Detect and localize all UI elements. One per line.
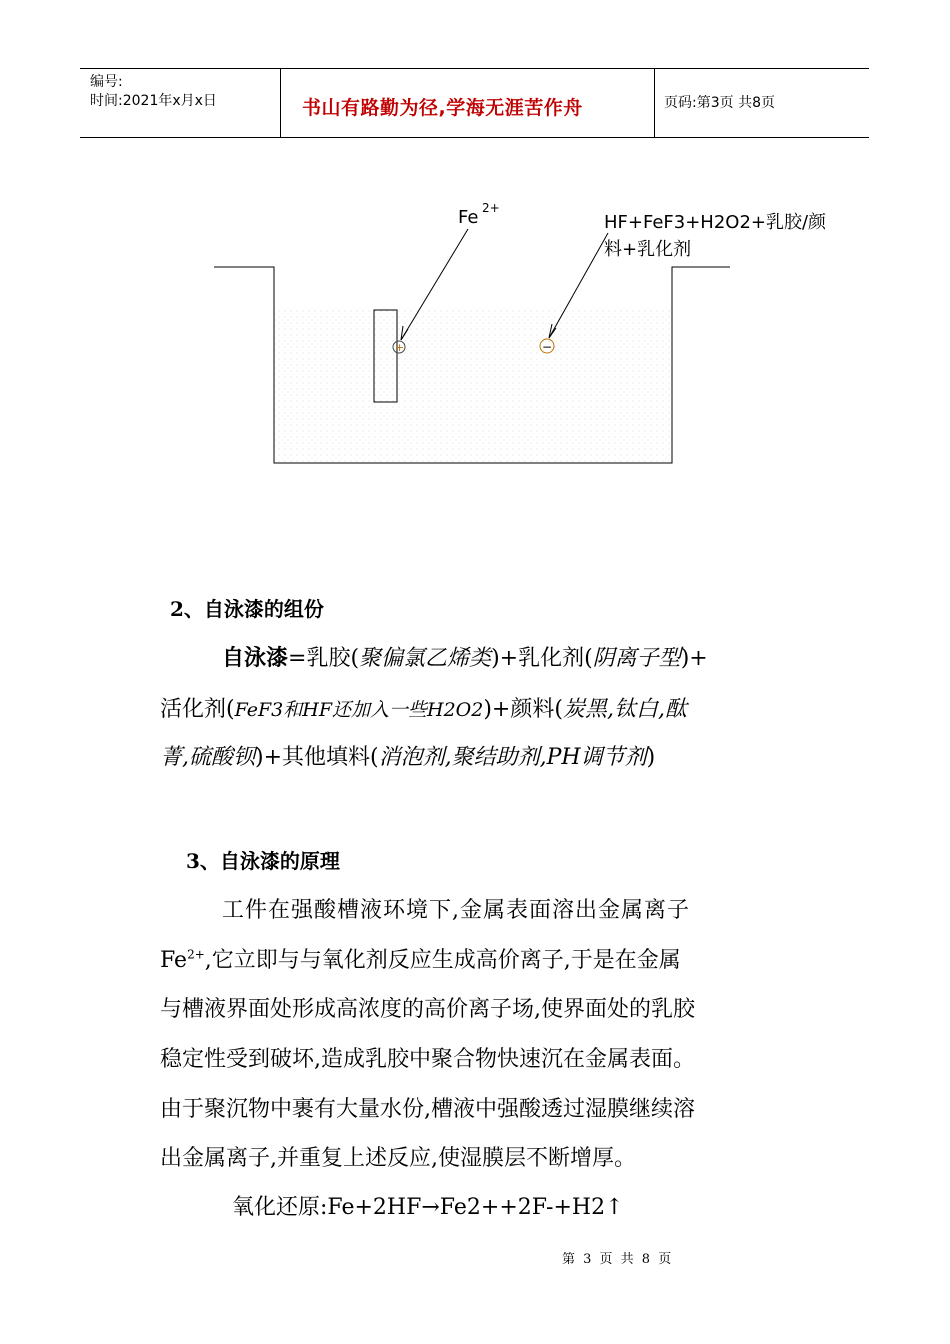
header-motto-cell bbox=[280, 69, 655, 137]
label-fe-sup: 2+ bbox=[482, 201, 500, 215]
number-label: 编号: bbox=[90, 74, 123, 90]
bath-liquid bbox=[274, 308, 672, 463]
cathode-sign: − bbox=[542, 340, 553, 354]
section3-line4: 稳定性受到破坏,造成乳胶中聚合物快速沉在金属表面。 bbox=[160, 1047, 695, 1072]
redox-equation: 氧化还原:Fe+2HF→Fe2++2F-+H2↑ bbox=[232, 1195, 624, 1220]
time-label: 时间:2021年x月x日 bbox=[90, 93, 217, 109]
section2-line2: 活化剂(FeF3和HF还加入一些H2O2)+颜料(炭黑,钛白,酞 bbox=[160, 697, 687, 722]
section3-line5: 由于聚沉物中裹有大量水份,槽液中强酸透过湿膜继续溶 bbox=[160, 1097, 695, 1122]
header-right-cell bbox=[655, 69, 869, 137]
page-header bbox=[80, 68, 869, 138]
anode-sign: + bbox=[395, 341, 405, 354]
page-label: 页码:第3页 共8页 bbox=[664, 95, 775, 111]
term-autophoretic: 自泳漆 bbox=[222, 645, 289, 671]
electrode-tank-diagram bbox=[200, 190, 850, 480]
section2-line3: 菁,硫酸钡)+其他填料(消泡剂,聚结助剂,PH调节剂) bbox=[160, 745, 656, 770]
section3-line2: $Fe^{2+}$,它立即与与氧化剂反应生成高价离子,于是在金属 bbox=[160, 947, 681, 973]
section3-line3: 与槽液界面处形成高浓度的高价离子场,使界面处的乳胶 bbox=[160, 997, 695, 1022]
section2-heading: 2、自泳漆的组份 bbox=[170, 597, 324, 621]
section3-line1: 工件在强酸槽液环境下,金属表面溶出金属离子 bbox=[222, 898, 690, 923]
label-fe: Fe bbox=[458, 207, 479, 228]
section2-line1: 自泳漆=乳胶(聚偏氯乙烯类)+乳化剂(阴离子型)+ bbox=[222, 645, 708, 671]
motto: 书山有路勤为径,学海无涯苦作舟 bbox=[302, 97, 583, 119]
label-bath-line1: HF+FeF3+H2O2+乳胶/颜 bbox=[604, 212, 827, 233]
section3-line6: 出金属离子,并重复上述反应,使湿膜层不断增厚。 bbox=[160, 1146, 636, 1171]
header-left-cell bbox=[80, 69, 281, 137]
section3-heading: 3、自泳漆的原理 bbox=[186, 849, 340, 873]
page-footer: 第 3 页 共 8 页 bbox=[562, 1252, 674, 1267]
label-bath-line2: 料+乳化剂 bbox=[604, 239, 692, 260]
